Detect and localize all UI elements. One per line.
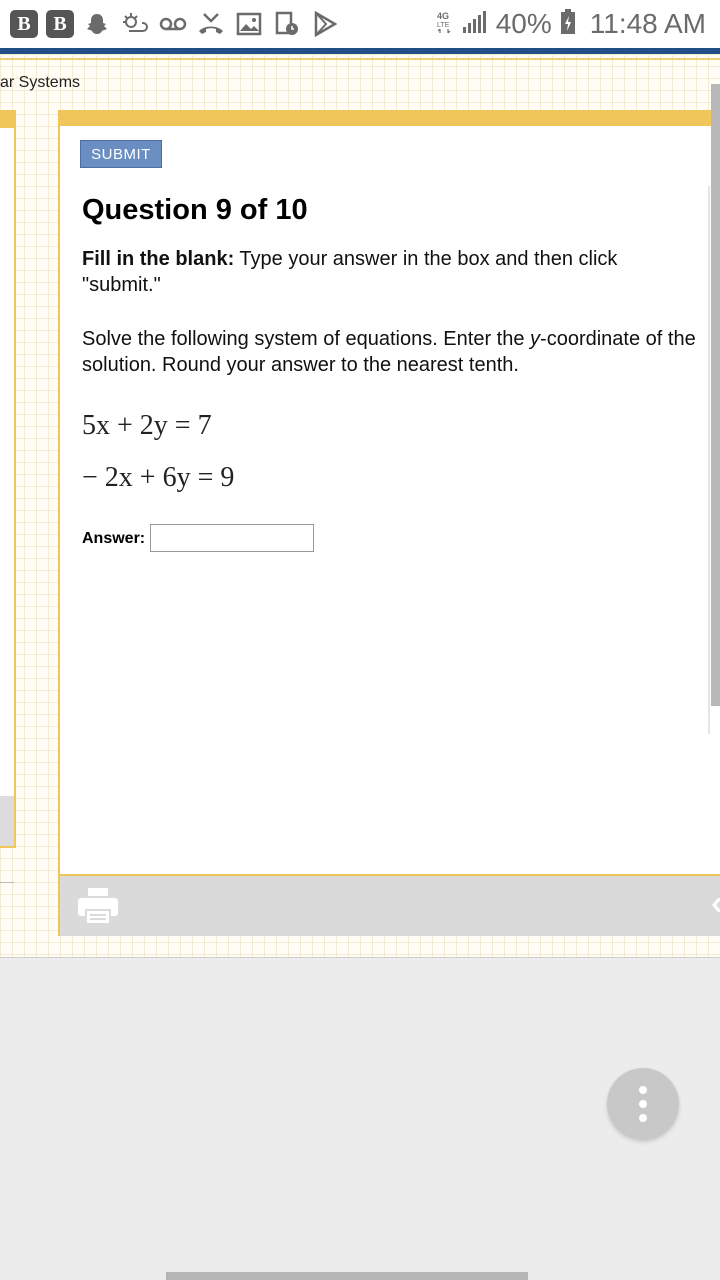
chevron-left-icon[interactable]: [712, 898, 720, 912]
inner-scrollbar[interactable]: [708, 186, 710, 734]
gold-divider: [0, 58, 720, 60]
app-badge-icon: B: [46, 10, 74, 38]
more-vertical-icon: [639, 1114, 647, 1122]
network-lte-icon: [436, 9, 454, 40]
gallery-icon: [234, 9, 264, 39]
voicemail-icon: [158, 9, 188, 39]
weather-icon: [120, 9, 150, 39]
notification-icons: [10, 8, 340, 40]
more-options-button[interactable]: [607, 1068, 679, 1140]
previous-panel-footer: [0, 796, 14, 846]
instruction-label: Fill in the blank:: [82, 248, 235, 270]
previous-panel-header: [0, 112, 14, 128]
answer-label: Answer:: [82, 530, 146, 547]
question-prompt: [82, 326, 702, 378]
content-divider: [0, 957, 720, 958]
equation-2: − 2x + 6y = 9: [82, 462, 235, 493]
prompt-text-end: -coordinate of the solution. Round your answer to the nearest tenth.: [82, 328, 696, 376]
page-scrollbar-thumb[interactable]: [711, 84, 720, 706]
more-vertical-icon: [639, 1086, 647, 1094]
horizontal-scrollbar[interactable]: [166, 1272, 528, 1280]
play-store-icon: [310, 9, 340, 39]
missed-call-icon: [196, 9, 226, 39]
previous-panel: [0, 110, 16, 848]
battery-percent: 40%: [495, 8, 552, 39]
instruction-text: Type your answer in the box and then click "submit.": [82, 248, 618, 296]
prompt-variable: y: [530, 328, 541, 350]
question-title: Question 9 of 10: [82, 194, 308, 226]
card-header-bar: [60, 110, 720, 126]
print-icon[interactable]: [76, 884, 120, 928]
answer-input[interactable]: [150, 524, 314, 552]
app-badge-icon: B: [10, 10, 38, 38]
divider: [0, 882, 14, 883]
instructions: [82, 246, 692, 298]
signal-icon: [462, 11, 488, 38]
submit-button[interactable]: SUBMIT: [80, 140, 162, 168]
svg-text:LTE: LTE: [436, 21, 450, 29]
breadcrumb[interactable]: ar Systems: [0, 74, 81, 91]
screenshot-icon: [272, 9, 302, 39]
svg-text:4G: 4G: [436, 10, 449, 21]
prompt-text: Solve the following system of equations. Enter the: [82, 328, 531, 350]
clock: 11:48 AM: [589, 8, 706, 39]
card-footer: [60, 874, 720, 936]
snapchat-icon: [82, 9, 112, 39]
more-vertical-icon: [639, 1100, 647, 1108]
status-bar: [0, 0, 720, 48]
battery-charging-icon: [560, 9, 576, 40]
status-right: [436, 0, 706, 48]
equation-1: 5x + 2y = 7: [82, 410, 212, 441]
question-card: [58, 110, 720, 936]
